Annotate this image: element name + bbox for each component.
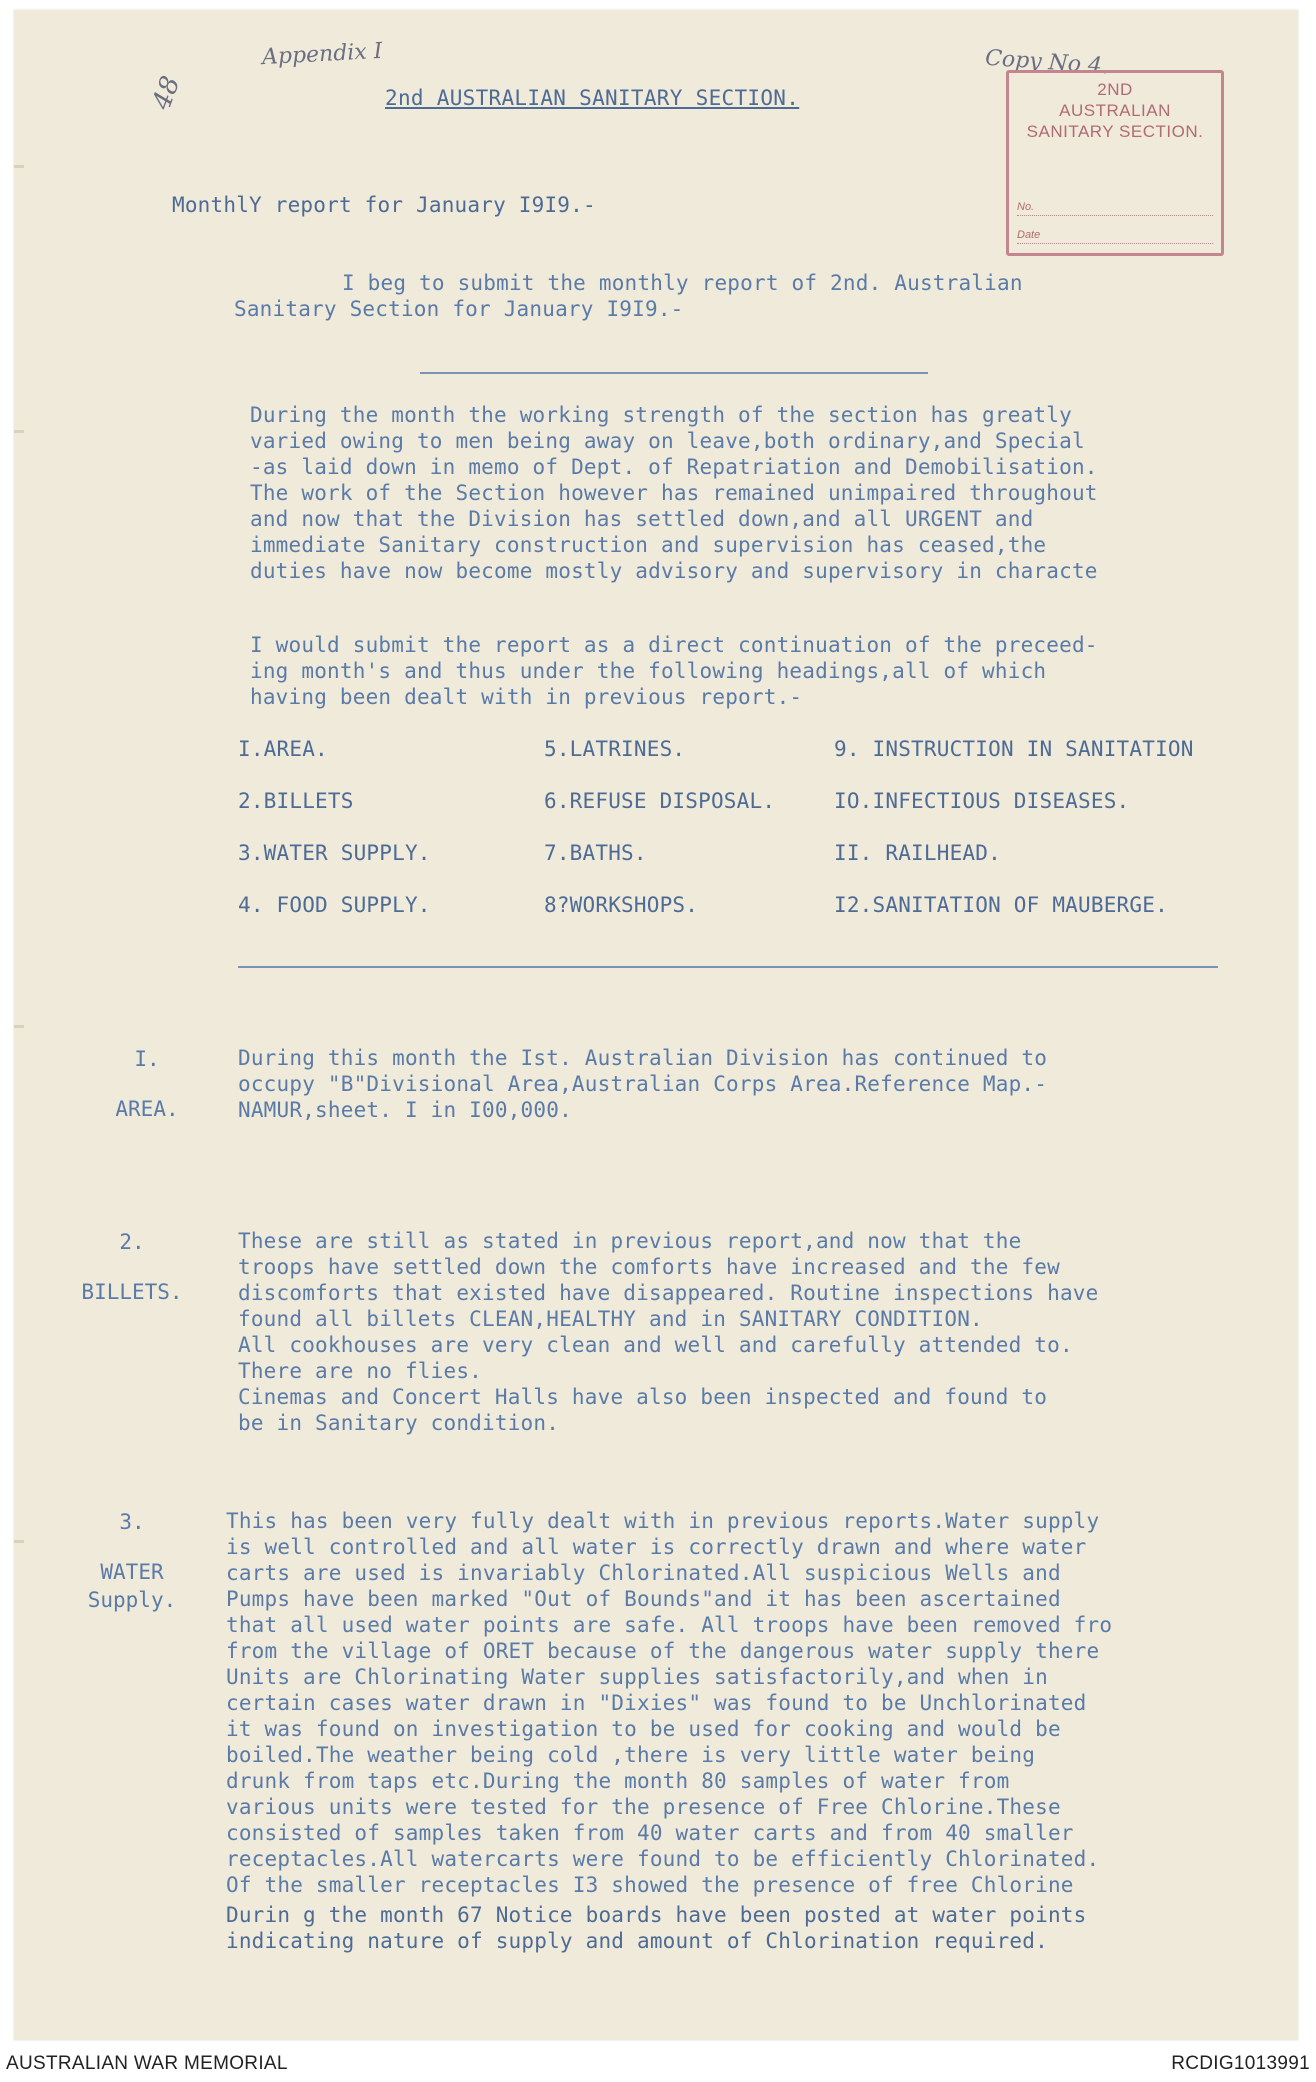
heading-sanitation-mauberge: I2.SANITATION OF MAUBERGE. xyxy=(834,893,1168,917)
section-3-line-16: Durin g the month 67 Notice boards have been posted at water points xyxy=(226,1903,1087,1927)
heading-infectious-diseases: IO.INFECTIOUS DISEASES. xyxy=(834,789,1130,813)
heading-food-supply: 4. FOOD SUPPLY. xyxy=(238,893,431,917)
stamp-line-1: 2ND xyxy=(1097,80,1133,99)
heading-water-supply: 3.WATER SUPPLY. xyxy=(238,841,431,865)
section-3-line-1: This has been very fully dealt with in previous reports.Water supply xyxy=(226,1509,1100,1533)
section-2-line-3: discomforts that existed have disappeared. Routine inspections have xyxy=(238,1281,1099,1305)
divider-rule xyxy=(238,966,1218,968)
summary-para1-line-5: and now that the Division has settled down,and all URGENT and xyxy=(250,507,1034,531)
section-3-line-8: certain cases water drawn in "Dixies" was found to be Unchlorinated xyxy=(226,1691,1087,1715)
section-2-line-2: troops have settled down the comforts have increased and the few xyxy=(238,1255,1060,1279)
section-1-label: AREA. xyxy=(115,1097,179,1121)
heading-latrines: 5.LATRINES. xyxy=(544,737,686,761)
divider-rule xyxy=(420,372,928,374)
heading-refuse-disposal: 6.REFUSE DISPOSAL. xyxy=(544,789,776,813)
section-2-line-4: found all billets CLEAN,HEALTHY and in SANITARY CONDITION. xyxy=(238,1307,983,1331)
section-3-line-15: Of the smaller receptacles I3 showed the presence of free Chlorine xyxy=(226,1873,1074,1897)
summary-para2-line-2: ing month's and thus under the following headings,all of which xyxy=(250,659,1047,683)
footer-archive-name: AUSTRALIAN WAR MEMORIAL xyxy=(6,2053,288,2074)
heading-instruction: 9. INSTRUCTION IN SANITATION xyxy=(834,737,1194,761)
handwritten-copy-number: Copy No 4. xyxy=(984,45,1110,80)
section-1-line-2: occupy "B"Divisional Area,Australian Corps Area.Reference Map.- xyxy=(238,1072,1048,1096)
section-3-line-12: various units were tested for the presence of Free Chlorine.These xyxy=(226,1795,1061,1819)
section-3-line-4: Pumps have been marked "Out of Bounds"and it has been ascertained xyxy=(226,1587,1061,1611)
heading-billets: 2.BILLETS xyxy=(238,789,354,813)
summary-para2-line-1: I would submit the report as a direct continuation of the preceed- xyxy=(250,633,1098,657)
handwritten-appendix: Appendix I xyxy=(261,38,384,71)
summary-para1-line-4: The work of the Section however has remained unimpaired throughout xyxy=(250,481,1098,505)
paper-edge-mark xyxy=(14,430,24,433)
document-title: 2nd AUSTRALIAN SANITARY SECTION. xyxy=(385,86,800,110)
summary-para1-line-7: duties have now become mostly advisory and supervisory in characte xyxy=(250,559,1098,583)
section-2-line-5: All cookhouses are very clean and well and carefully attended to. xyxy=(238,1333,1073,1357)
section-2-line-6: There are no flies. xyxy=(238,1359,483,1383)
paper-edge-mark xyxy=(14,1025,24,1028)
section-stamp xyxy=(1006,70,1224,256)
summary-para1-line-6: immediate Sanitary construction and supervision has ceased,the xyxy=(250,533,1047,557)
summary-para2-line-3: having been dealt with in previous report.- xyxy=(250,685,803,709)
section-3-line-5: that all used water points are safe. All troops have been removed fro xyxy=(226,1613,1113,1637)
summary-para1-line-3: -as laid down in memo of Dept. of Repatriation and Demobilisation. xyxy=(250,455,1098,479)
section-3-line-10: boiled.The weather being cold ,there is very little water being xyxy=(226,1743,1036,1767)
handwritten-folio-number: 48 xyxy=(146,72,187,114)
section-3-label-2: Supply. xyxy=(87,1588,177,1612)
stamp-line-3: SANITARY SECTION. xyxy=(1026,122,1204,141)
section-2-line-7: Cinemas and Concert Halls have also been inspected and found to xyxy=(238,1385,1048,1409)
heading-area: I.AREA. xyxy=(238,737,328,761)
section-3-line-11: drunk from taps etc.During the month 80 samples of water from xyxy=(226,1769,1010,1793)
heading-baths: 7.BATHS. xyxy=(544,841,647,865)
intro-line-2: Sanitary Section for January I9I9.- xyxy=(234,297,684,321)
section-1-number: I. xyxy=(134,1047,160,1071)
section-2-line-1: These are still as stated in previous report,and now that the xyxy=(238,1229,1022,1253)
section-3-line-7: Units are Chlorinating Water supplies satisfactorily,and when in xyxy=(226,1665,1048,1689)
section-1-line-1: During this month the Ist. Australian Division has continued to xyxy=(238,1046,1048,1070)
section-1-line-3: NAMUR,sheet. I in I00,000. xyxy=(238,1098,572,1122)
paper-edge-mark xyxy=(14,165,24,168)
summary-para1-line-1: During the month the working strength of the section has greatly xyxy=(250,403,1072,427)
section-3-line-17: indicating nature of supply and amount of Chlorination required. xyxy=(226,1929,1048,1953)
section-3-line-3: carts are used is invariably Chlorinated.All suspicious Wells and xyxy=(226,1561,1061,1585)
footer-record-id: RCDIG1013991 xyxy=(1171,2053,1310,2074)
paper-edge-mark xyxy=(14,1540,24,1543)
section-3-number: 3. xyxy=(119,1510,145,1534)
stamp-line-2: AUSTRALIAN xyxy=(1059,101,1171,120)
section-2-line-8: be in Sanitary condition. xyxy=(238,1411,560,1435)
stamp-date-field: Date xyxy=(1017,229,1213,244)
heading-railhead: II. RAILHEAD. xyxy=(834,841,1001,865)
section-3-label: WATER xyxy=(100,1560,164,1584)
section-2-number: 2. xyxy=(119,1230,145,1254)
section-2-label: BILLETS. xyxy=(81,1280,183,1304)
report-subtitle: MonthlY report for January I9I9.- xyxy=(172,193,596,217)
section-3-line-6: from the village of ORET because of the dangerous water supply there xyxy=(226,1639,1100,1663)
heading-workshops: 8?WORKSHOPS. xyxy=(544,893,699,917)
section-3-line-14: receptacles.All watercarts were found to be efficiently Chlorinated. xyxy=(226,1847,1100,1871)
section-3-line-2: is well controlled and all water is correctly drawn and where water xyxy=(226,1535,1087,1559)
section-3-line-13: consisted of samples taken from 40 water carts and from 40 smaller xyxy=(226,1821,1074,1845)
summary-para1-line-2: varied owing to men being away on leave,both ordinary,and Special xyxy=(250,429,1085,453)
section-3-line-9: it was found on investigation to be used for cooking and would be xyxy=(226,1717,1061,1741)
stamp-number-field: No. xyxy=(1017,201,1213,216)
intro-line-1: I beg to submit the monthly report of 2nd. Australian xyxy=(342,271,1023,295)
